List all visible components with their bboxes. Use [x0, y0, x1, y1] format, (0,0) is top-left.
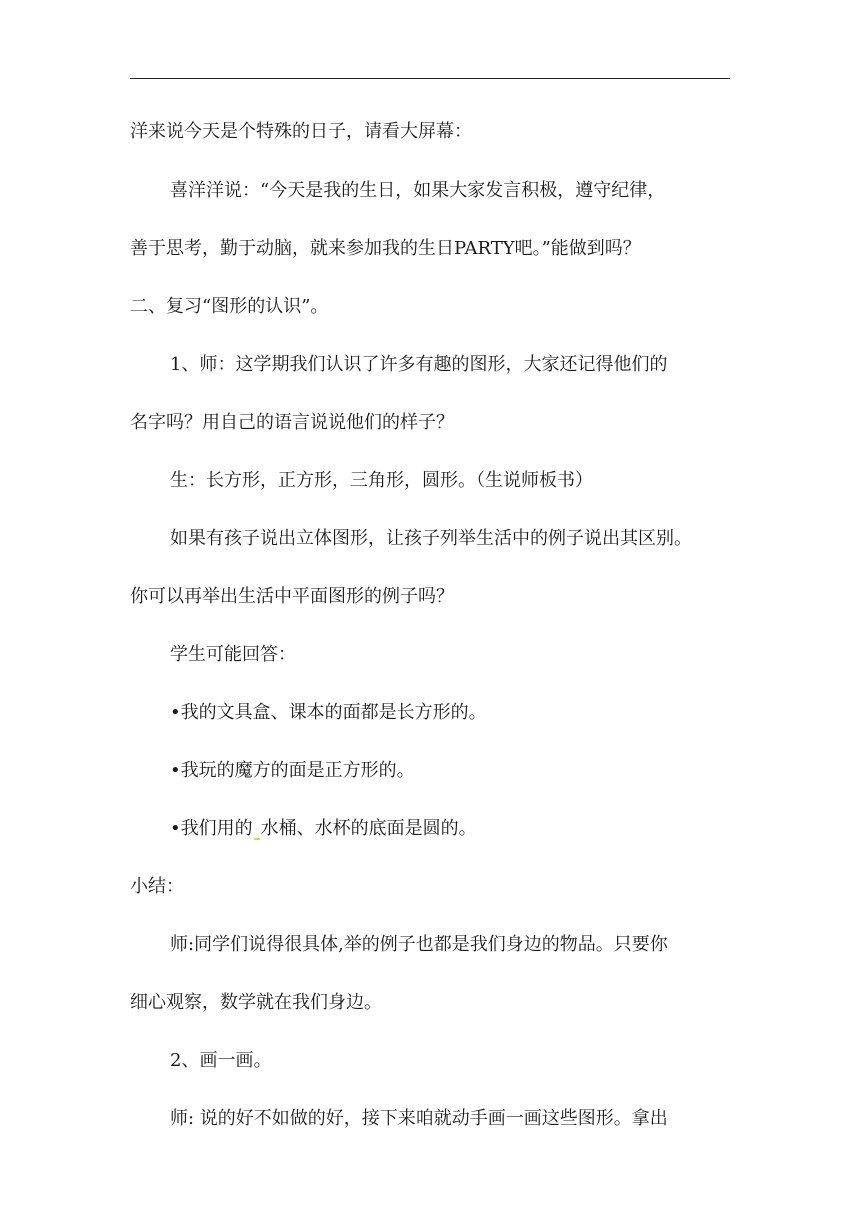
paragraph-line: 生：长方形，正方形，三角形，圆形。（生说师板书） [170, 470, 593, 491]
bullet-item-part: 水桶、水杯的底面是圆的。 [260, 818, 477, 839]
paragraph-line: 洋来说今天是个特殊的日子，请看大屏幕： [130, 121, 472, 142]
paragraph-line: 师:同学们说得很具体,举的例子也都是我们身边的物品。只要你 [170, 934, 668, 955]
highlight-mark [254, 838, 260, 840]
paragraph-line: 如果有孩子说出立体图形，让孩子列举生活中的例子说出其区别。 [170, 528, 692, 549]
header-rule [130, 78, 730, 79]
paragraph-line: 你可以再举出生活中平面图形的例子吗？ [130, 586, 454, 607]
bullet-item [170, 817, 790, 841]
bullet-item-part: •我们用的 [170, 818, 253, 839]
paragraph-line: 师: 说的好不如做的好，接下来咱就动手画一画这些图形。拿出 [170, 1108, 668, 1129]
paragraph-line: 细心观察，数学就在我们身边。 [130, 992, 382, 1013]
paragraph-line: 2、画一画。 [170, 1050, 272, 1071]
paragraph-line: 喜洋洋说：“今天是我的生日，如果大家发言积极，遵守纪律， [170, 180, 666, 201]
section-heading: 二、复习“图形的认识”。 [130, 296, 329, 317]
paragraph-line: 善于思考，勤于动脑，就来参加我的生日PARTY吧。”能做到吗？ [130, 238, 641, 259]
summary-heading: 小结： [130, 876, 184, 897]
paragraph-line: 名字吗？用自己的语言说说他们的样子？ [130, 412, 454, 433]
bullet-item: •我玩的魔方的面是正方形的。 [170, 760, 415, 781]
paragraph-line: 1、师：这学期我们认识了许多有趣的图形，大家还记得他们的 [170, 354, 668, 375]
paragraph-line: 学生可能回答： [170, 644, 296, 665]
bullet-item: •我的文具盒、课本的面都是长方形的。 [170, 702, 487, 723]
